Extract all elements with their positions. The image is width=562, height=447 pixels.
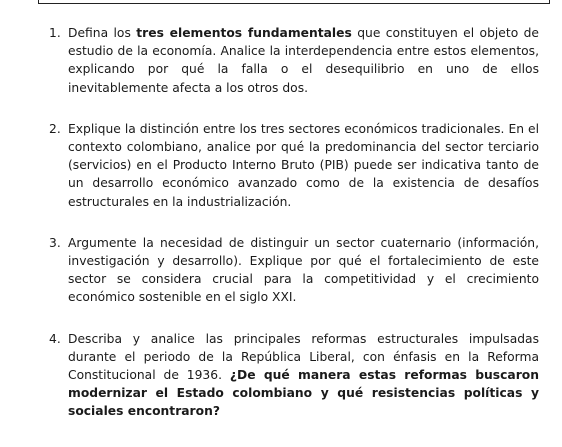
question-item-4: [0, 330, 562, 421]
question-item-3: [0, 234, 562, 307]
question-emphasis: ¿De qué manera estas reformas buscaron modernizar el Estado colombiano y qué resistencias políticas y sociales encontraron?: [68, 368, 539, 419]
question-emphasis: tres elementos fundamentales: [136, 26, 352, 40]
top-box-border: [38, 0, 550, 4]
question-item-1: [0, 24, 562, 97]
question-list: [0, 24, 562, 444]
question-text: que constituyen el objeto de estudio de la economía. Analice la interdependencia entre estos elementos, explicando por qué la falla o el desequilibrio en uno de ellos inevitablemente afecta a los otros dos.: [68, 26, 539, 95]
question-text: Describa y analice las principales reformas estructurales impulsadas durante el periodo de la República Liberal, con énfasis en la Reforma Constitucional de 1936.: [68, 331, 539, 383]
question-text: Argumente la necesidad de distinguir un sector cuaternario (información, investigación y desarrollo). Explique por qué el fortalecimiento de este sector se considera crucial para la competitividad y el crecimiento económico sostenible en el siglo XXI.: [68, 235, 539, 305]
question-text: Defina los: [68, 26, 137, 40]
question-text: Explique la distinción entre los tres sectores económicos tradicionales. En el contexto colombiano, analice por qué la predominancia del sector terciario (servicios) en el Producto Interno Bruto (PIB) puede ser indicativa tanto de un desarrollo económico avanzado como de la existencia de desafíos estructurales en la industrialización.: [68, 121, 539, 209]
question-number: 1.: [49, 26, 61, 40]
question-number: 2.: [49, 121, 61, 136]
question-item-2: [0, 120, 562, 211]
question-number: 4.: [49, 331, 61, 346]
question-number: 3.: [49, 235, 61, 250]
